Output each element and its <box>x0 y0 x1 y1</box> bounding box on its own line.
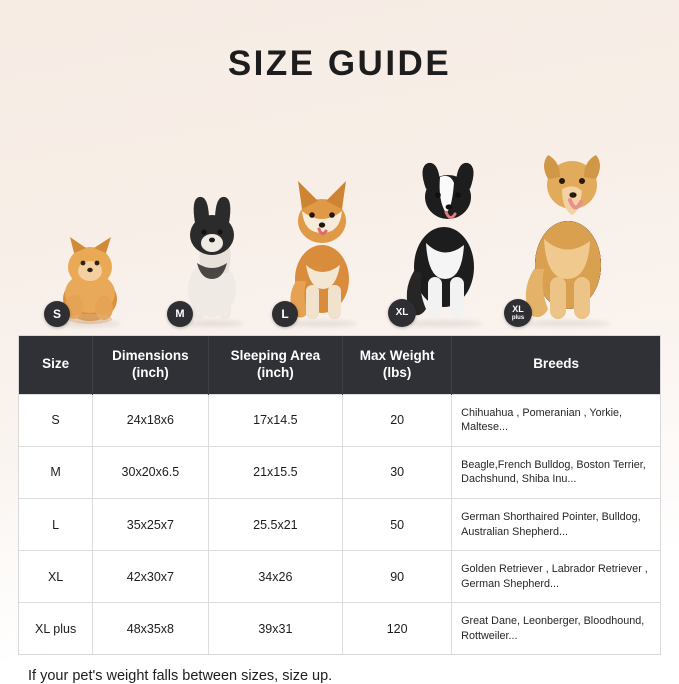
table-row <box>19 446 660 498</box>
cell-sleeping-area: 25.5x21 <box>208 499 343 551</box>
cell-size: XL <box>19 551 93 603</box>
header-dimensions <box>93 336 208 394</box>
header-sleeping-area-line2: (inch) <box>257 364 294 380</box>
size-badge-xl-plus: XL plus <box>504 299 532 327</box>
cell-breeds: Beagle,French Bulldog, Boston Terrier, Dachshund, Shiba Inu... <box>452 446 660 498</box>
cell-dimensions: 24x18x6 <box>93 394 208 446</box>
header-max-weight-line1: Max Weight <box>359 348 435 363</box>
cell-size: S <box>19 394 93 446</box>
header-max-weight-line2: (lbs) <box>382 364 412 380</box>
cell-size: XL plus <box>19 603 93 655</box>
cell-sleeping-area: 21x15.5 <box>208 446 343 498</box>
dog-figure-xl <box>388 137 498 327</box>
size-badge-s: S <box>44 301 70 327</box>
header-breeds-line1: Breeds <box>533 356 579 372</box>
size-badge-m: M <box>167 301 193 327</box>
header-size-line1: Size <box>42 356 70 372</box>
header-sleeping-area-line1: Sleeping Area <box>230 348 321 363</box>
cell-sleeping-area: 34x26 <box>208 551 343 603</box>
cell-dimensions: 30x20x6.5 <box>93 446 208 498</box>
cell-breeds: German Shorthaired Pointer, Bulldog, Australian Shepherd... <box>452 499 660 551</box>
dog-figure-xl-plus <box>504 127 628 327</box>
cell-breeds: Golden Retriever , Labrador Retriever , German Shepherd... <box>452 551 660 603</box>
cell-dimensions: 42x30x7 <box>93 551 208 603</box>
cell-size: M <box>19 446 93 498</box>
cell-size: L <box>19 499 93 551</box>
cell-breeds: Chihuahua , Pomeranian , Yorkie, Maltese... <box>452 394 660 446</box>
cell-sleeping-area: 39x31 <box>208 603 343 655</box>
dog-figure-l <box>272 155 372 327</box>
dog-illustration-row <box>0 107 679 327</box>
table-row <box>19 499 660 551</box>
table-row <box>19 551 660 603</box>
cell-sleeping-area: 17x14.5 <box>208 394 343 446</box>
cell-breeds: Great Dane, Leonberger, Bloodhound, Rottweiler... <box>452 603 660 655</box>
size-badge-xl: XL <box>388 299 416 327</box>
cell-max-weight: 30 <box>343 446 452 498</box>
table-header-row <box>19 336 660 394</box>
header-dimensions-line2: (inch) <box>132 364 169 380</box>
table-row <box>19 603 660 655</box>
header-sleeping-area <box>208 336 343 394</box>
header-size <box>19 336 93 394</box>
size-table-body <box>19 394 660 654</box>
dog-figure-m <box>167 177 257 327</box>
golden-retriever-icon <box>504 127 628 327</box>
size-table-head <box>19 336 660 394</box>
cell-max-weight: 120 <box>343 603 452 655</box>
size-table-wrapper <box>18 335 661 655</box>
header-breeds <box>452 336 660 394</box>
header-dimensions-line1: Dimensions <box>112 348 189 363</box>
size-table <box>19 336 660 654</box>
cell-dimensions: 35x25x7 <box>93 499 208 551</box>
cell-max-weight: 20 <box>343 394 452 446</box>
footnote-text: If your pet's weight falls between sizes, size up. <box>28 668 333 684</box>
cell-max-weight: 50 <box>343 499 452 551</box>
table-row <box>19 394 660 446</box>
page-title: SIZE GUIDE <box>227 44 452 83</box>
cell-dimensions: 48x35x8 <box>93 603 208 655</box>
dog-figure-s <box>44 207 130 327</box>
header-max-weight <box>343 336 452 394</box>
cell-max-weight: 90 <box>343 551 452 603</box>
size-badge-l: L <box>272 301 298 327</box>
